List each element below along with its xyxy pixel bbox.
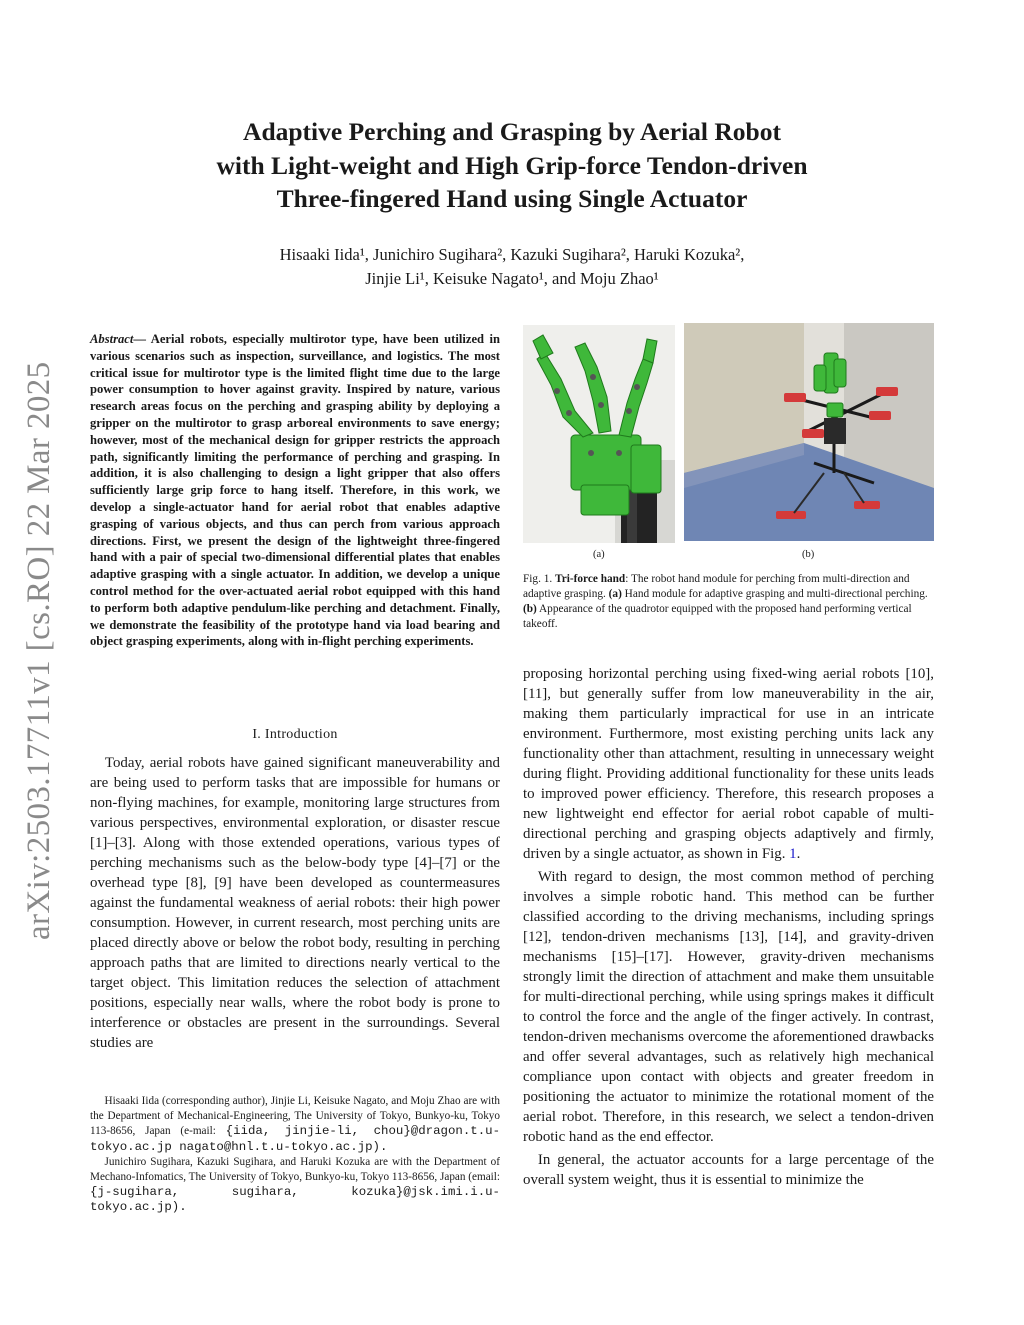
footnote-1-emails: {iida, jinjie-li, chou}@dragon.t.u-tokyo.ac.jp nagato@hnl.t.u-tokyo.ac.jp). xyxy=(90,1124,500,1154)
introduction-right-column xyxy=(523,664,934,1193)
figure-1b-quadrotor-photo xyxy=(684,323,934,541)
abstract-text: — Aerial robots, especially multirotor type, have been utilized in various scenarios such as inspection, surveillance, and logistics. The most critical issue for multirotor type is the limited flight time due to the large power consumption to hover against gravity. Inspired by nature, various research areas focus on the perching and grasping ability by deploying a gripper on the multirotor to grasp arboreal environments to save energy; however, most of the mechanical design for gripper restricts the approach path, significantly limiting the performance of perching and grasping. In addition, it is also challenging to design a light gripper that also offers sufficiently large grip force to hang itself. Therefore, in this work, we develop a single-actuator hand for aerial robot that enables adaptive grasping of various objects, and thus can perch from various approach directions. First, we present the design of the lightweight three-fingered hand with a pair of special two-dimensional differential plates that enables adaptive grasping with a single actuator. In addition, we develop a unique control method for the over-actuated aerial robot equipped with this hand to perform both adaptive pendulum-like perching and detachment. Finally, we demonstrate the feasibility of the prototype hand via load bearing and object grasping experiments, along with in-flight perching experiments. xyxy=(90,332,500,649)
footnote-2-emails: {j-sugihara, sugihara, kozuka}@jsk.imi.i.u-tokyo.ac.jp). xyxy=(90,1185,500,1215)
arxiv-stamp: arXiv:2503.17711v1 [cs.RO] 22 Mar 2025 xyxy=(21,361,57,940)
figure-1-caption xyxy=(523,572,934,632)
quadrotor-photo-illustration xyxy=(684,323,934,541)
figure-1a-hand-render xyxy=(523,325,675,543)
caption-a-marker: (a) xyxy=(608,588,622,600)
caption-text-1: : The robot hand module for perching from multi-direction and adaptive grasping. xyxy=(523,573,910,600)
footnote-2-text: Junichiro Sugihara, Kazuki Sugihara, and Haruki Kozuka are with the Department of Mechano-Infomatics, The University of Tokyo, Bunkyo-ku, Tokyo 113-8656, Japan (email: xyxy=(90,1155,500,1184)
abstract xyxy=(90,331,500,650)
caption-prefix: Fig. 1. xyxy=(523,573,553,585)
hand-render-illustration xyxy=(523,325,675,543)
footnote-1 xyxy=(90,1094,500,1155)
title-line-1: Adaptive Perching and Grasping by Aerial Robot xyxy=(243,117,781,146)
right-paragraph-1-text: proposing horizontal perching using fixed-wing aerial robots [10], [11], but generally suffer from low maneuverability in the air, making them particularly impractical for use in an intricate environment. Furthermore, most existing perching units lack any functionality other than attachment, resulting in unnecessary weight during flight. Providing additional functionality for these units leads to improved power efficiency. Therefore, this research proposes a new lightweight end effector for aerial robot capable of multi-directional perching and grasping objects adaptively and firmly, driven by a single actuator, as shown in Fig. xyxy=(523,666,934,862)
paper-title xyxy=(150,115,874,216)
right-paragraph-1-end: . xyxy=(796,846,801,862)
caption-text-2: Hand module for adaptive grasping and multi-directional perching. xyxy=(621,588,928,600)
right-paragraph-1 xyxy=(523,664,934,864)
introduction-left-column: Today, aerial robots have gained significant maneuverability and are being used to perform tasks that are impossible for humans or non-flying machines, for example, monitoring large structures from various perspectives, environmental exploration, or disaster rescue [1]–[3]. Along with those extended operations, various types of perching mechanisms such as the below-body type [4]–[7] or the overhead type [8], [9] have been developed as countermeasures against the fundamental weakness of aerial robots: their high power consumption. However, in current research, most perching units are placed directly above or below the robot body, resulting in perching approach paths that are limited to directions nearly vertical to the target object. This limitation reduces the selection of attachment positions, especially near walls, where the robot body is prone to interference or obstacles are present in the surroundings. Several studies are xyxy=(90,755,500,1051)
right-paragraph-2: With regard to design, the most common method of perching involves a simple robotic hand. This method can be further classified according to the driving mechanisms, including springs [12], tendon-driven mechanisms [13], [14], and gravity-driven mechanisms [15]–[17]. However, gravity-driven mechanisms strongly limit the direction of attachment and make them unsuitable for multi-directional perching, while using springs makes it difficult to control the force and the angle of the finger actively. In contrast, tendon-driven mechanisms overcome the aforementioned drawbacks and offer several advantages, such as relatively high mechanical compliance upon contact with objects and greater freedom in positioning the actuator to minimize the rotational moment of the aerial robot. Therefore, in this research, we select a tendon-driven robotic hand as the end effector. xyxy=(523,869,934,1145)
caption-b-marker: (b) xyxy=(523,603,537,615)
abstract-label: Abstract xyxy=(90,332,134,346)
section-heading-introduction: I. Introduction xyxy=(252,727,338,742)
figure-1-reference-link[interactable]: 1 xyxy=(789,846,797,862)
footnote-1-text: Hisaaki Iida (corresponding author), Jinjie Li, Keisuke Nagato, and Moju Zhao are with the Department of Mechanical-Engineering, The University of Tokyo, Bunkyo-ku, Tokyo 113-8656, Japan (e-mail: xyxy=(90,1095,500,1138)
author-list xyxy=(150,243,874,291)
figure-label-a: (a) xyxy=(593,549,605,560)
title-line-2: with Light-weight and High Grip-force Tendon-driven xyxy=(216,150,808,180)
title-line-3: Three-fingered Hand using Single Actuator xyxy=(276,184,748,213)
caption-title: Tri-force hand xyxy=(555,573,626,585)
author-footnotes xyxy=(90,1094,500,1216)
footnote-2 xyxy=(90,1155,500,1216)
right-paragraph-3: In general, the actuator accounts for a large percentage of the overall system weight, thus it is essential to minimize the xyxy=(523,1152,934,1188)
authors-line-1: Hisaaki Iida¹, Junichiro Sugihara², Kazuki Sugihara², Haruki Kozuka², xyxy=(279,245,745,264)
caption-text-3: Appearance of the quadrotor equipped with the proposed hand performing vertical takeoff. xyxy=(523,603,912,630)
figure-label-b: (b) xyxy=(802,549,815,560)
authors-line-2: Jinjie Li¹, Keisuke Nagato¹, and Moju Zhao¹ xyxy=(365,269,659,288)
